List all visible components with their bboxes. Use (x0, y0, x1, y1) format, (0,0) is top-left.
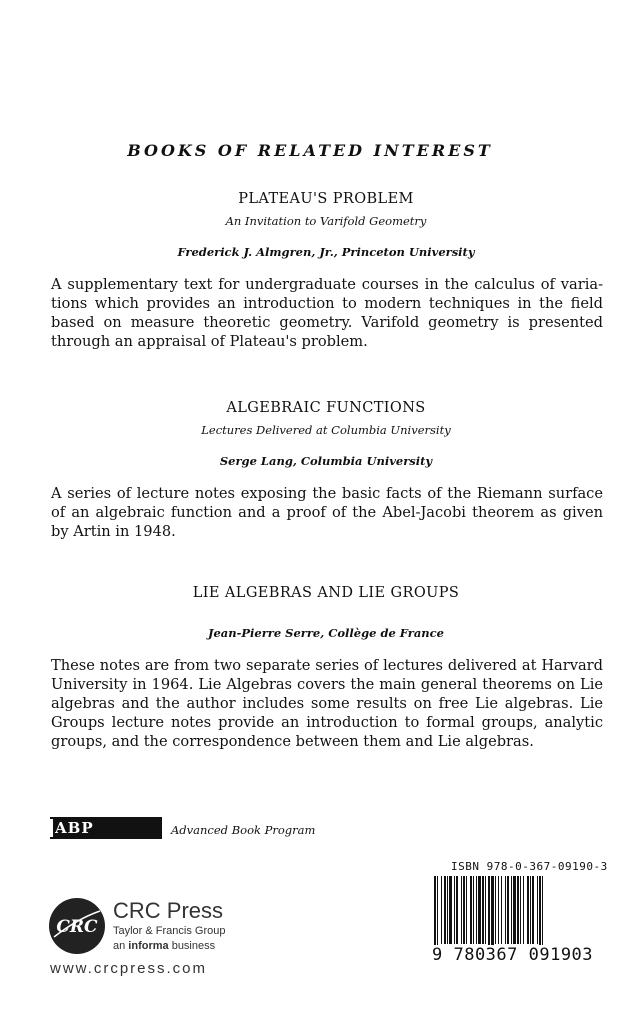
description-line: of an algebraic function and a proof of the Abel-Jacobi theorem as given (51, 504, 603, 521)
barcode-bar (473, 876, 474, 944)
barcode-bar (498, 876, 499, 944)
description-line: A series of lecture notes exposing the basic facts of the Riemann surface (51, 485, 603, 502)
barcode-bar (530, 876, 531, 944)
abp-label: Advanced Book Program (171, 823, 316, 837)
barcode-bar (456, 876, 458, 944)
description-line: A supplementary text for undergraduate courses in the calculus of varia- (51, 276, 603, 293)
barcode-bar (463, 876, 465, 944)
description-line: by Artin in 1948. (51, 523, 176, 540)
barcode-bar (505, 876, 506, 944)
section-heading: BOOKS OF RELATED INTEREST (127, 141, 493, 160)
publisher-url: www.crcpress.com (50, 960, 208, 977)
barcode-bar (470, 876, 472, 944)
publisher-group: Taylor & Francis Group (113, 925, 226, 937)
book-subtitle-plateau: An Invitation to Varifold Geometry (225, 214, 427, 228)
barcode-bar (517, 876, 519, 944)
barcode-bar (461, 876, 462, 944)
business-brand: informa (128, 940, 169, 952)
barcode-bar (495, 876, 496, 944)
barcode-bar (511, 876, 512, 944)
business-suffix: business (168, 940, 216, 952)
publisher-name: CRC Press (113, 898, 224, 923)
abp-logo (50, 817, 162, 839)
barcode-bar (513, 876, 516, 944)
book-description-lie (51, 656, 603, 751)
barcode-bar (449, 876, 452, 944)
description-line: tions which provides an introduction to modern techniques in the field (51, 295, 603, 312)
barcode-bar (482, 876, 484, 944)
book-description-plateau (51, 275, 603, 351)
business-prefix: an (113, 940, 129, 952)
barcode-bar (523, 876, 524, 944)
barcode-bar (441, 876, 442, 944)
description-line: based on measure theoretic geometry. Varifold geometry is presented (51, 314, 603, 331)
barcode-bar (507, 876, 509, 944)
barcode-bar (501, 876, 502, 944)
barcode-number: 9 780367 091903 (432, 945, 594, 965)
barcode-bar (537, 876, 538, 944)
description-line: University in 1964. Lie Algebras covers the main general theorems on Lie (51, 676, 603, 693)
book-description-algebraic (51, 484, 603, 541)
barcode-bar (476, 876, 477, 944)
book-title-algebraic: ALGEBRAIC FUNCTIONS (226, 400, 426, 416)
barcode-bar (466, 876, 467, 944)
barcode-bar (527, 876, 529, 944)
description-line: through an appraisal of Plateau's problem. (51, 333, 368, 350)
description-line: groups, and the correspondence between them and Lie algebras. (51, 733, 534, 750)
book-author-algebraic: Serge Lang, Columbia University (219, 454, 433, 468)
isbn-text: ISBN 978-0-367-09190-3 (451, 860, 608, 873)
book-title-plateau: PLATEAU'S PROBLEM (238, 191, 414, 207)
barcode-bar (478, 876, 481, 944)
barcode-bar (485, 876, 486, 944)
book-title-lie: LIE ALGEBRAS AND LIE GROUPS (192, 585, 460, 601)
book-author-plateau: Frederick J. Almgren, Jr., Princeton University (177, 245, 475, 259)
crc-logo-icon (48, 897, 106, 955)
barcode-bar (444, 876, 446, 944)
publisher-business (113, 940, 215, 952)
crc-logo-text: CRC (56, 917, 98, 937)
barcode-bar (520, 876, 521, 944)
description-line: algebras and the author includes some results on free Lie algebras. Lie (51, 695, 603, 712)
description-line: Groups lecture notes provide an introduction to formal groups, analytic (51, 714, 603, 731)
barcode-bar (447, 876, 448, 944)
book-author-lie: Jean-Pierre Serre, Collège de France (208, 626, 444, 640)
barcode-bar (532, 876, 534, 944)
abp-logo-text: ABP (55, 819, 94, 837)
description-line: These notes are from two separate series of lectures delivered at Harvard (51, 657, 603, 674)
barcode-bar (454, 876, 455, 944)
book-subtitle-algebraic: Lectures Delivered at Columbia University (201, 423, 451, 437)
